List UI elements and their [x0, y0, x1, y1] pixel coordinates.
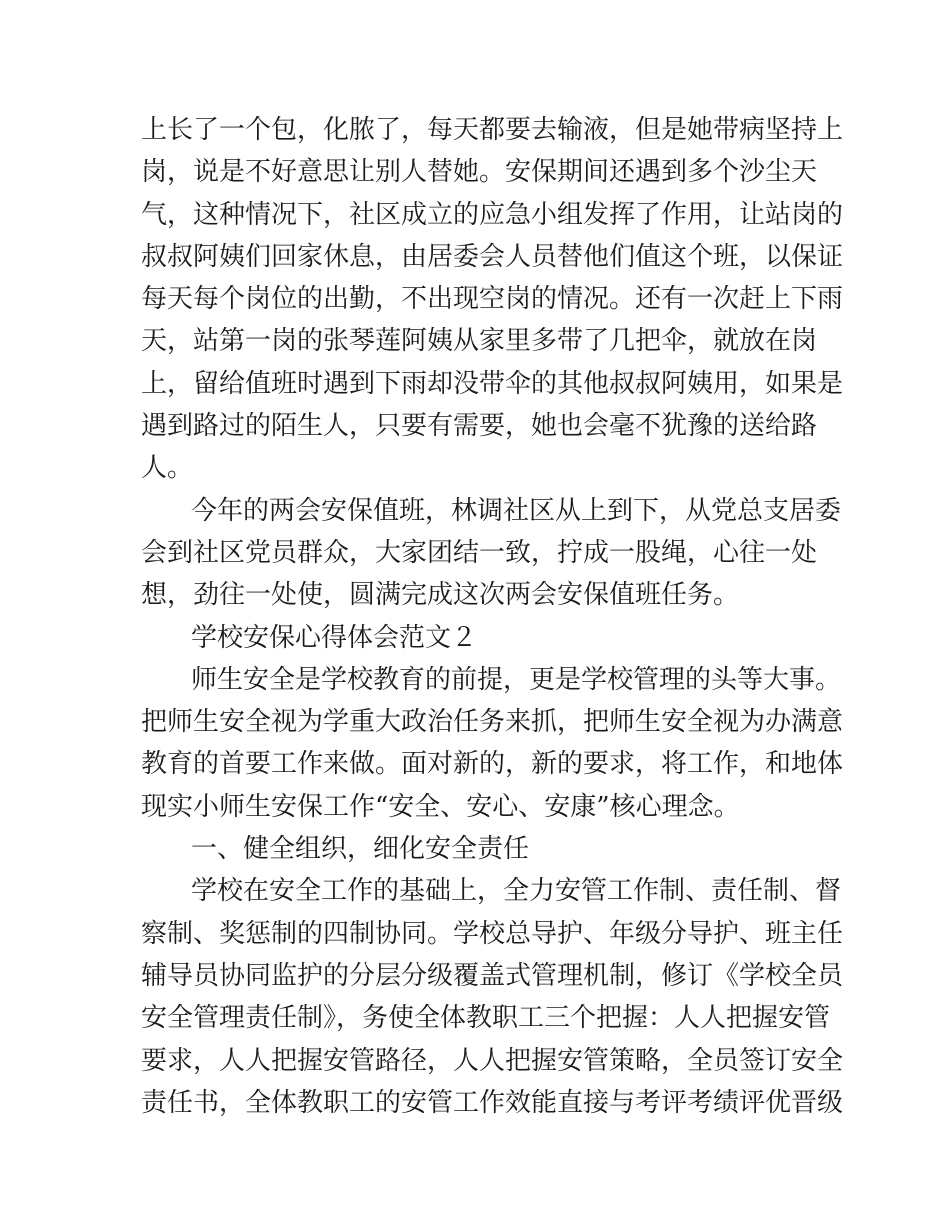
- text-line: 现实小师生安保工作“安全、安心、安康”核心理念。: [141, 791, 740, 822]
- text-line: 天，站第一岗的张琴莲阿姨从家里多带了几把伞，就放在岗: [141, 326, 818, 357]
- paragraph-start-line: 一、健全组织，细化安全责任: [191, 834, 530, 865]
- text-line: 察制、奖惩制的四制协同。学校总导护、年级分导护、班主任: [141, 918, 844, 949]
- paragraph-start-line: 学校安保心得体会范文２: [191, 622, 478, 653]
- text-line: 辅导员协同监护的分层分级覆盖式管理机制，修订《学校全员: [141, 960, 844, 991]
- text-line: 叔叔阿姨们回家休息，由居委会人员替他们值这个班，以保证: [141, 241, 844, 272]
- text-line: 要求，人人把握安管路径，人人把握安管策略，全员签订安全: [141, 1045, 844, 1076]
- text-line: 上长了一个包，化脓了，每天都要去输液，但是她带病坚持上: [141, 115, 844, 145]
- text-line: 教育的首要工作来做。面对新的，新的要求，将工作，和地体: [141, 749, 844, 780]
- text-line: 岗，说是不好意思让别人替她。安保期间还遇到多个沙尘天: [141, 157, 818, 188]
- document-body: [141, 109, 844, 1124]
- paragraph-start-line: 学校在安全工作的基础上，全力安管工作制、责任制、督: [191, 876, 842, 907]
- text-line: 安全管理责任制》，务使全体教职工三个把握：人人把握安管: [141, 1003, 831, 1034]
- text-line: 会到社区党员群众，大家团结一致，拧成一股绳，心往一处: [141, 537, 818, 568]
- text-line: 每天每个岗位的出勤，不出现空岗的情况。还有一次赶上下雨: [141, 284, 844, 315]
- text-line: 气，这种情况下，社区成立的应急小组发挥了作用，让站岗的: [141, 199, 844, 230]
- text-line: 人。: [141, 453, 194, 484]
- text-line: 把师生安全视为学重大政治任务来抓，把师生安全视为办满意: [141, 707, 844, 738]
- paragraph-start-line: 今年的两会安保值班，林调社区从上到下，从党总支居委: [191, 495, 842, 526]
- text-line: 责任书，全体教职工的安管工作效能直接与考评考绩评优晋级: [141, 1087, 844, 1118]
- text-line: 遇到路过的陌生人，只要有需要，她也会毫不犹豫的送给路: [141, 411, 818, 442]
- text-line: 上，留给值班时遇到下雨却没带伞的其他叔叔阿姨用，如果是: [141, 368, 844, 399]
- paragraph-start-line: 师生安全是学校教育的前提，更是学校管理的头等大事。: [191, 664, 842, 695]
- text-line: 想，劲往一处使，圆满完成这次两会安保值班任务。: [141, 580, 740, 611]
